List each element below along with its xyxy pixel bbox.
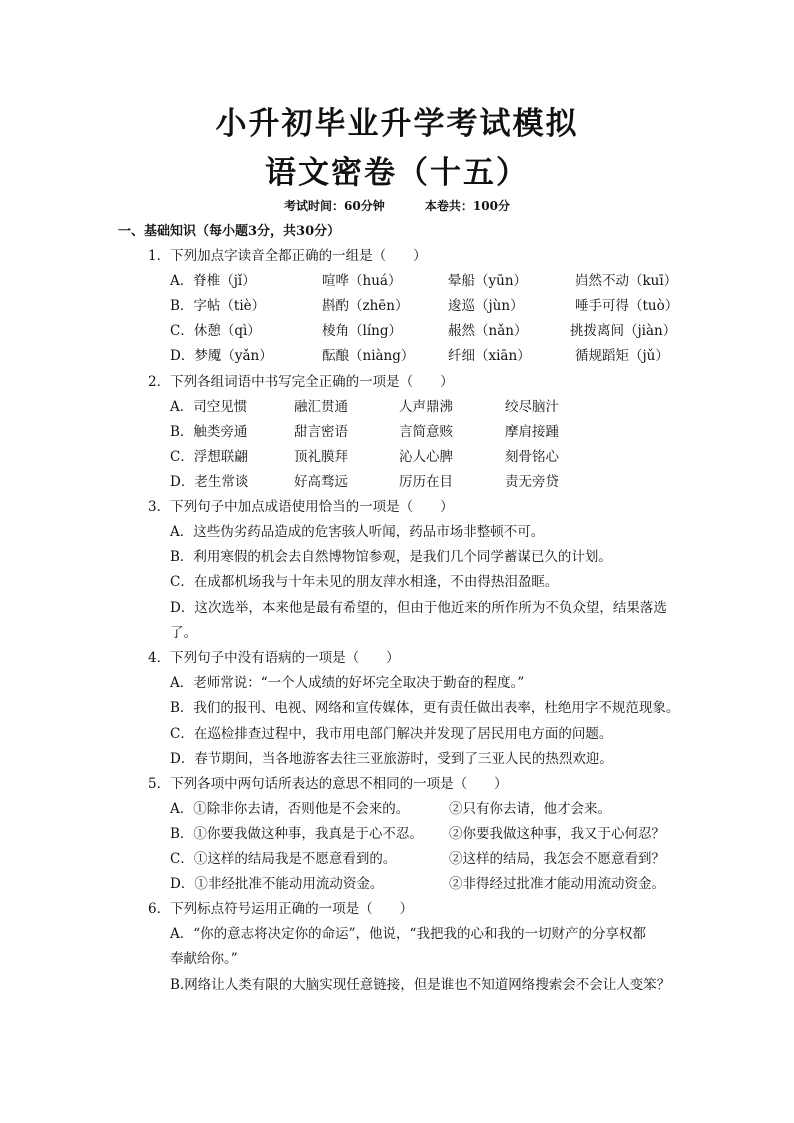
question-stem: 6．下列标点符号运用正确的一项是（ ） [148,901,414,917]
option-cell: C．休憩（qì） [170,323,261,339]
option-cell: D．①非经批准不能动用流动资金。 [170,876,384,892]
option-cell: 顶礼膜拜 [294,449,348,465]
option-cell: 甜言密语 [294,424,348,440]
option-cell: 刻骨铭心 [505,449,559,465]
option-cell: 斟酌（zhēn） [322,298,409,314]
option-cell: C．①这样的结局我是不愿意看到的。 [170,851,397,867]
option-cell: 喧哗（huá） [322,273,402,289]
option-line: B．利用寒假的机会去自然博物馆参观，是我们几个同学蓄谋已久的计划。 [170,549,612,565]
option-cell: 好高骛远 [294,474,348,490]
option-cell: C．浮想联翩 [170,449,248,465]
option-line: C．在成都机场我与十年未见的朋友萍水相逢，不由得热泪盈眶。 [170,574,559,590]
option-cell: 绞尽脑汁 [505,399,559,415]
option-line: A．“你的意志将决定你的命运”，他说，“我把我的心和我的一切财产的分享权都 [170,926,646,942]
option-cell: D．梦魇（yǎn） [170,348,273,364]
option-cell: 责无旁贷 [505,474,559,490]
exam-title: 小升初毕业升学考试模拟 [215,106,579,142]
option-cell: 逡巡（jùn） [448,298,524,314]
option-cell: 融汇贯通 [294,399,348,415]
option-cell: A．司空见惯 [170,399,248,415]
option-cell: 赧然（nǎn） [448,323,528,339]
option-cell: 棱角（líng） [322,323,402,339]
option-cell: 摩肩接踵 [505,424,559,440]
option-cell: 言简意赅 [399,424,453,440]
option-cell: B．触类旁通 [170,424,248,440]
option-cell: B．①你要我做这种事，我真是于心不忍。 [170,826,423,842]
question-stem: 4．下列句子中没有语病的一项是（ ） [148,650,400,666]
option-line: D．春节期间，当各地游客去往三亚旅游时，受到了三亚人民的热烈欢迎。 [170,751,613,767]
total-score: 本卷共：100分 [424,199,510,213]
option-cell: ②只有你去请，他才会来。 [449,801,611,817]
option-cell: ②非得经过批准才能动用流动资金。 [449,876,665,892]
question-stem: 5．下列各项中两句话所表达的意思不相同的一项是（ ） [148,776,508,792]
option-line: A．老师常说：“一个人成绩的好坏完全取决于勤奋的程度。” [170,675,525,691]
option-cell: 唾手可得（tuò） [575,298,679,314]
option-cell: ②这样的结局，我怎会不愿意看到？ [449,851,665,867]
option-cell: D．老生常谈 [170,474,249,490]
option-line: A．这些伪劣药品造成的危害骇人听闻，药品市场非整顿不可。 [170,524,545,540]
option-cell: 晕船（yūn） [448,273,528,289]
question-stem: 2．下列各组词语中书写完全正确的一项是（ ） [148,374,454,390]
option-cell: 酝酿（niàng） [322,348,415,364]
exam-meta [0,197,794,214]
exam-time: 考试时间：60分钟 [284,199,385,213]
option-cell: 沁人心脾 [399,449,453,465]
option-cell: A．①除非你去请，否则他是不会来的。 [170,801,410,817]
option-cell: 挑拨离间（jiàn） [570,323,677,339]
option-cell: 循规蹈矩（jǔ） [575,348,669,364]
section-heading: 一、基础知识（每小题3分，共30分） [118,224,341,239]
option-line: B.网络让人类有限的大脑实现任意链接，但是谁也不知道网络搜索会不会让人变笨？ [170,977,671,993]
option-cell: B．字帖（tiè） [170,298,266,314]
question-stem: 1．下列加点字读音全都正确的一组是（ ） [148,248,427,264]
option-cell: ②你要我做这种事，我又于心何忍？ [449,826,665,842]
option-cell: A．脊椎（jǐ） [170,273,256,289]
option-cell: 人声鼎沸 [399,399,453,415]
option-line: D．这次选举，本来他是最有希望的，但由于他近来的所作所为不负众望，结果落选 [170,600,667,616]
exam-subtitle: 语文密卷（十五） [265,155,529,191]
option-cell: 厉历在目 [399,474,453,490]
option-line: B．我们的报刊、电视、网络和宣传媒体，更有责任做出表率，杜绝用字不规范现象。 [170,700,680,716]
question-stem: 3．下列句子中加点成语使用恰当的一项是（ ） [148,499,454,515]
option-line: 了。 [170,625,197,641]
option-cell: 纤细（xiān） [448,348,531,364]
option-line: C．在巡检排查过程中，我市用电部门解决并发现了居民用电方面的问题。 [170,726,613,742]
option-line: 奉献给你。” [170,951,238,967]
option-cell: 岿然不动（kuī） [575,273,678,289]
